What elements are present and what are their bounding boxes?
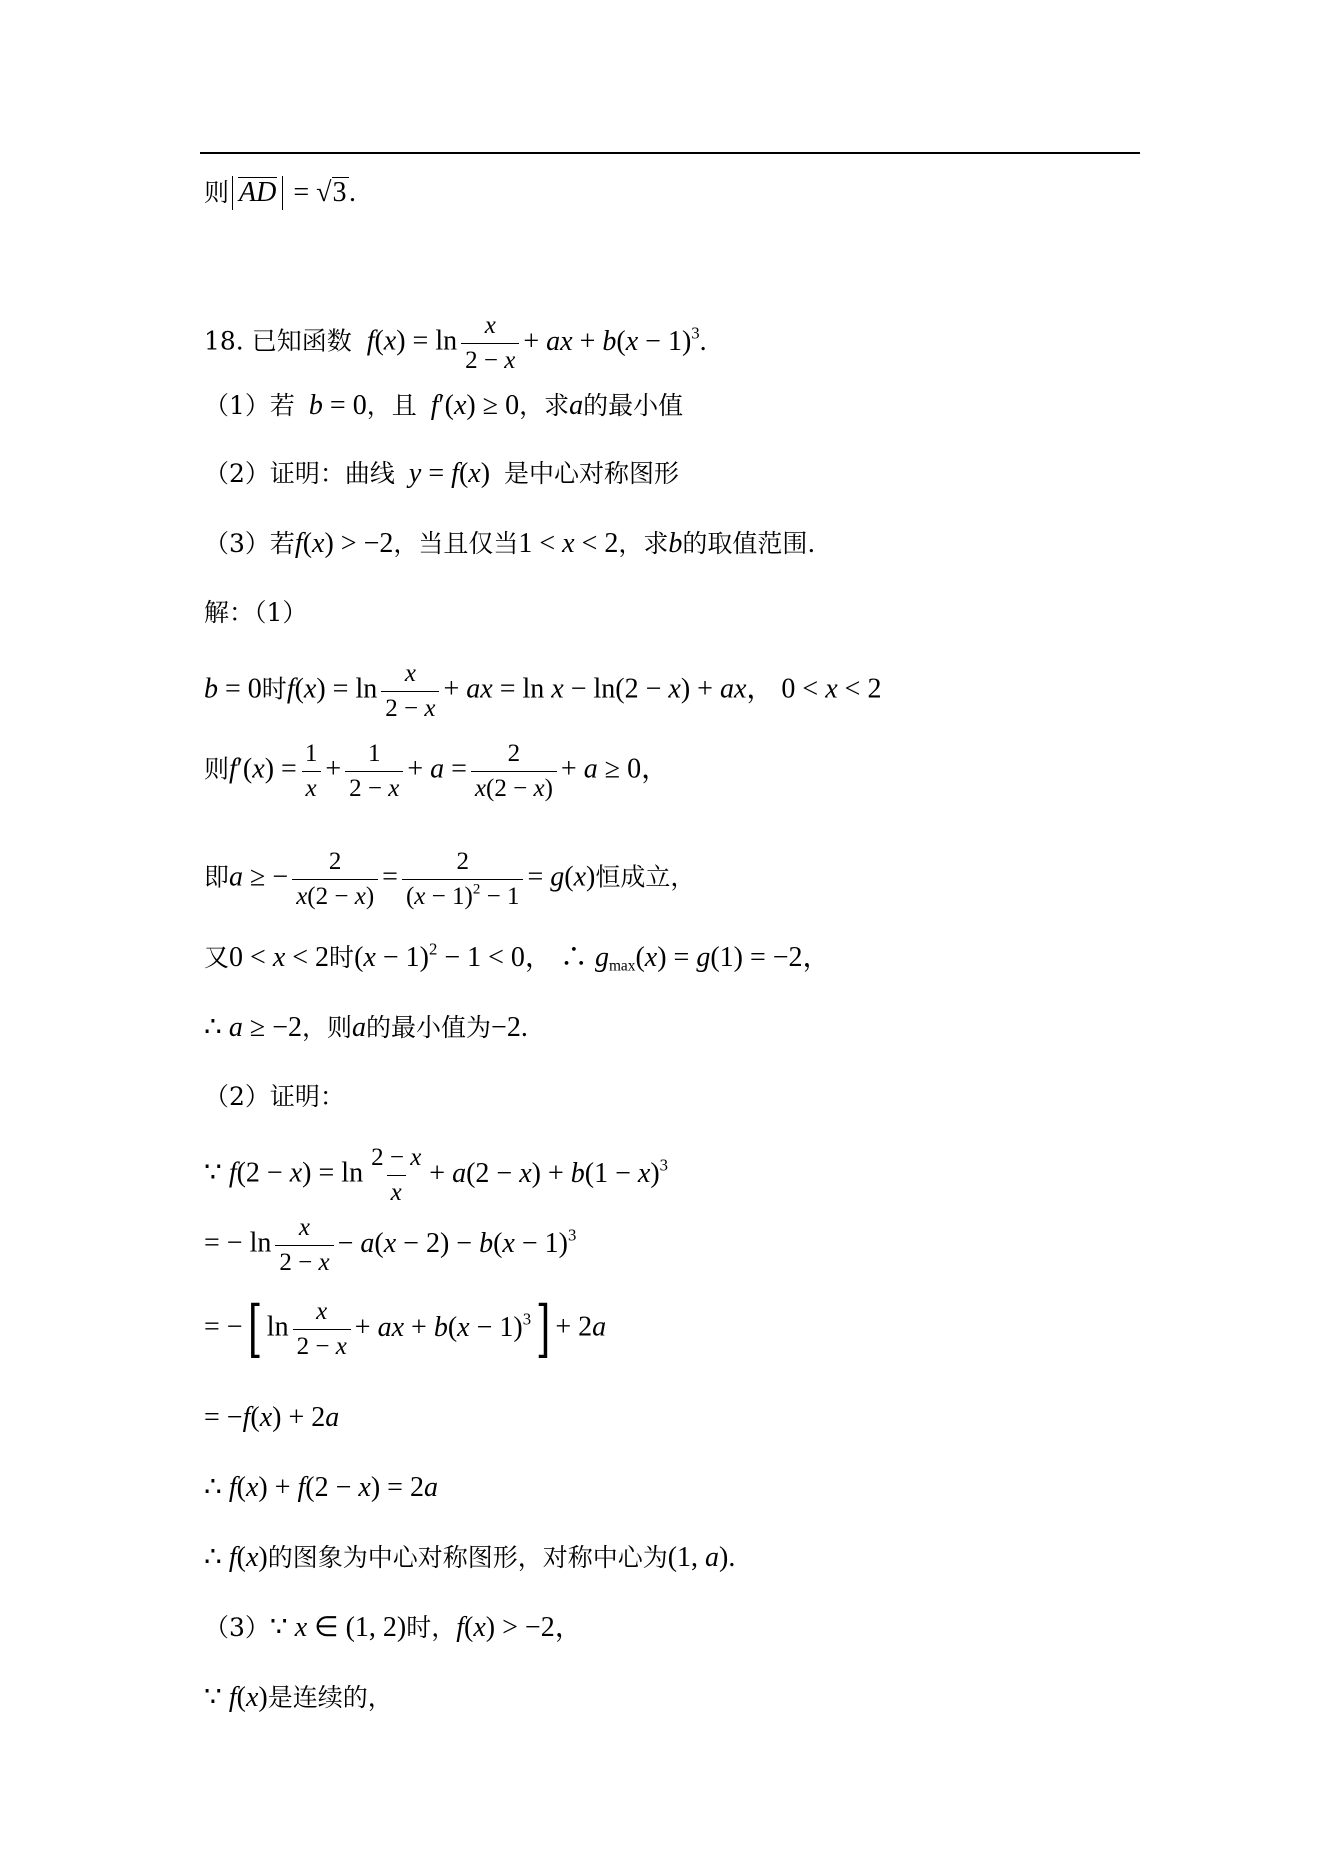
s4-when: 时 <box>329 943 355 972</box>
solution-continuous: ∵ f(x)是连续的， <box>204 1682 393 1713</box>
fraction: $\frac{2}{x(2 - x)}$ <box>292 848 378 910</box>
fraction: $\frac{x}{2 - x}$ <box>381 660 439 722</box>
part1-ask: ，求 <box>519 391 570 420</box>
s3-prefix: 即 <box>204 862 230 892</box>
fraction: $\frac{2}{x(2 - x)}$ <box>471 740 557 802</box>
part1-ask-end: 的最小值 <box>583 391 684 420</box>
solution-step-3: 即a ≥ − $\frac{2}{x(2 - x)}$ = $\frac{2}{(x - 1)^2 - 1}$ = g(x)恒成立， <box>204 848 696 910</box>
part3-solution-label: （3） <box>204 1613 270 1642</box>
proof-line-5: ∴ f(x) + f(2 − x) = 2a <box>204 1472 438 1503</box>
proof-line-1: ∵ f(2 − x) = ln $\frac{2 - x}{x}$ + $a(2 - x) + b(1 - x)^3$ <box>204 1144 669 1206</box>
continuous-text: 是连续的， <box>267 1683 393 1712</box>
problem-statement: 18. 已知函数 f(x) = ln $\frac{x}{2 - x}$ + ax + $b(x - 1)^3$. <box>204 312 707 374</box>
problem-stem: 已知函数 <box>251 326 352 356</box>
result-line: 则 AD = √3. <box>204 177 357 208</box>
part3-when: ，当且仅当 <box>393 529 519 558</box>
solution-step-5: ∴ a ≥ −2，则a的最小值为−2. <box>204 1012 528 1043</box>
fraction: $\frac{x}{2 - x}$ <box>275 1214 333 1276</box>
fraction: $\frac{2}{(x - 1)^2 - 1}$ <box>402 848 523 910</box>
fraction: $\frac{2 - x}{x}$ <box>371 1144 422 1206</box>
header-rule <box>200 152 1140 154</box>
s3-suffix: 恒成立， <box>595 862 696 892</box>
s4-prefix: 又 <box>204 943 230 972</box>
s2-prefix: 则 <box>204 754 230 784</box>
part1-join: ，且 <box>366 391 417 420</box>
part3-label: （3）若 <box>204 529 295 558</box>
part2-label: （2）证明：曲线 <box>204 459 395 488</box>
proof-line-4: = −f(x) + 2a <box>204 1402 340 1433</box>
solution-step-2: 则f′(x) = $\frac{1}{x}$ + $\frac{1}{2 - x}$ + a = $\frac{2}{x(2 - x)}$ + a ≥ 0， <box>204 740 670 802</box>
problem-number: 18. <box>204 326 244 356</box>
proof-line-2: = − ln $\frac{x}{2 - x}$ − $a(x - 2) - b(x - 1)^3$ <box>204 1214 577 1276</box>
part3-ask: ，求 <box>618 529 669 558</box>
part3-solution-when: 时， <box>406 1613 457 1642</box>
s1-when: 时 <box>261 674 287 704</box>
s5-mid: ，则 <box>302 1013 353 1042</box>
proof-conclusion: ∴ f(x)的图象为中心对称图形，对称中心为(1, a). <box>204 1542 736 1573</box>
result-suffix: . <box>348 178 357 207</box>
problem-part-2: （2）证明：曲线 y = f(x) 是中心对称图形 <box>204 458 680 489</box>
solution-label: 解：（1） <box>204 598 308 627</box>
fraction: $\frac{x}{2 - x}$ <box>293 1298 351 1360</box>
proof-line-3: = −[ ln $\frac{x}{2 - x}$ + ax + $b(x - 1)^3] + 2a$ <box>204 1292 607 1365</box>
solution-part2-label: （2）证明： <box>204 1082 345 1111</box>
part1-label: （1）若 <box>204 391 295 420</box>
fraction: $\frac{1}{2 - x}$ <box>345 740 403 802</box>
part3-ask-end: 的取值范围. <box>682 529 816 558</box>
solution-step-4: 又0 < x < 2时$(x - 1)^2 - 1 < 0$， ∴ $g_{max}(x) = g(1) = -2$， <box>204 939 831 975</box>
fraction: $\frac{x}{2 - x}$ <box>461 312 519 374</box>
s5-end: 的最小值为 <box>366 1013 492 1042</box>
problem-part-1: （1）若 b = 0，且 f′(x) ≥ 0，求a的最小值 <box>204 390 684 421</box>
result-prefix: 则 <box>204 178 230 207</box>
part2-ask: 是中心对称图形 <box>504 459 680 488</box>
solution-step-1: b = 0时f(x) = ln $\frac{x}{2 - x}$ + ax = ln x − ln(2 − x) + ax， 0 < x < 2 <box>204 660 882 722</box>
fraction: $\frac{1}{x}$ <box>301 740 322 802</box>
conclusion-text: 的图象为中心对称图形，对称中心为 <box>267 1543 668 1572</box>
problem-part-3: （3）若f(x) > −2，当且仅当1 < x < 2，求b的取值范围. <box>204 528 816 559</box>
solution-part3: （3）∵ x ∈ (1, 2)时，f(x) > −2， <box>204 1612 583 1643</box>
